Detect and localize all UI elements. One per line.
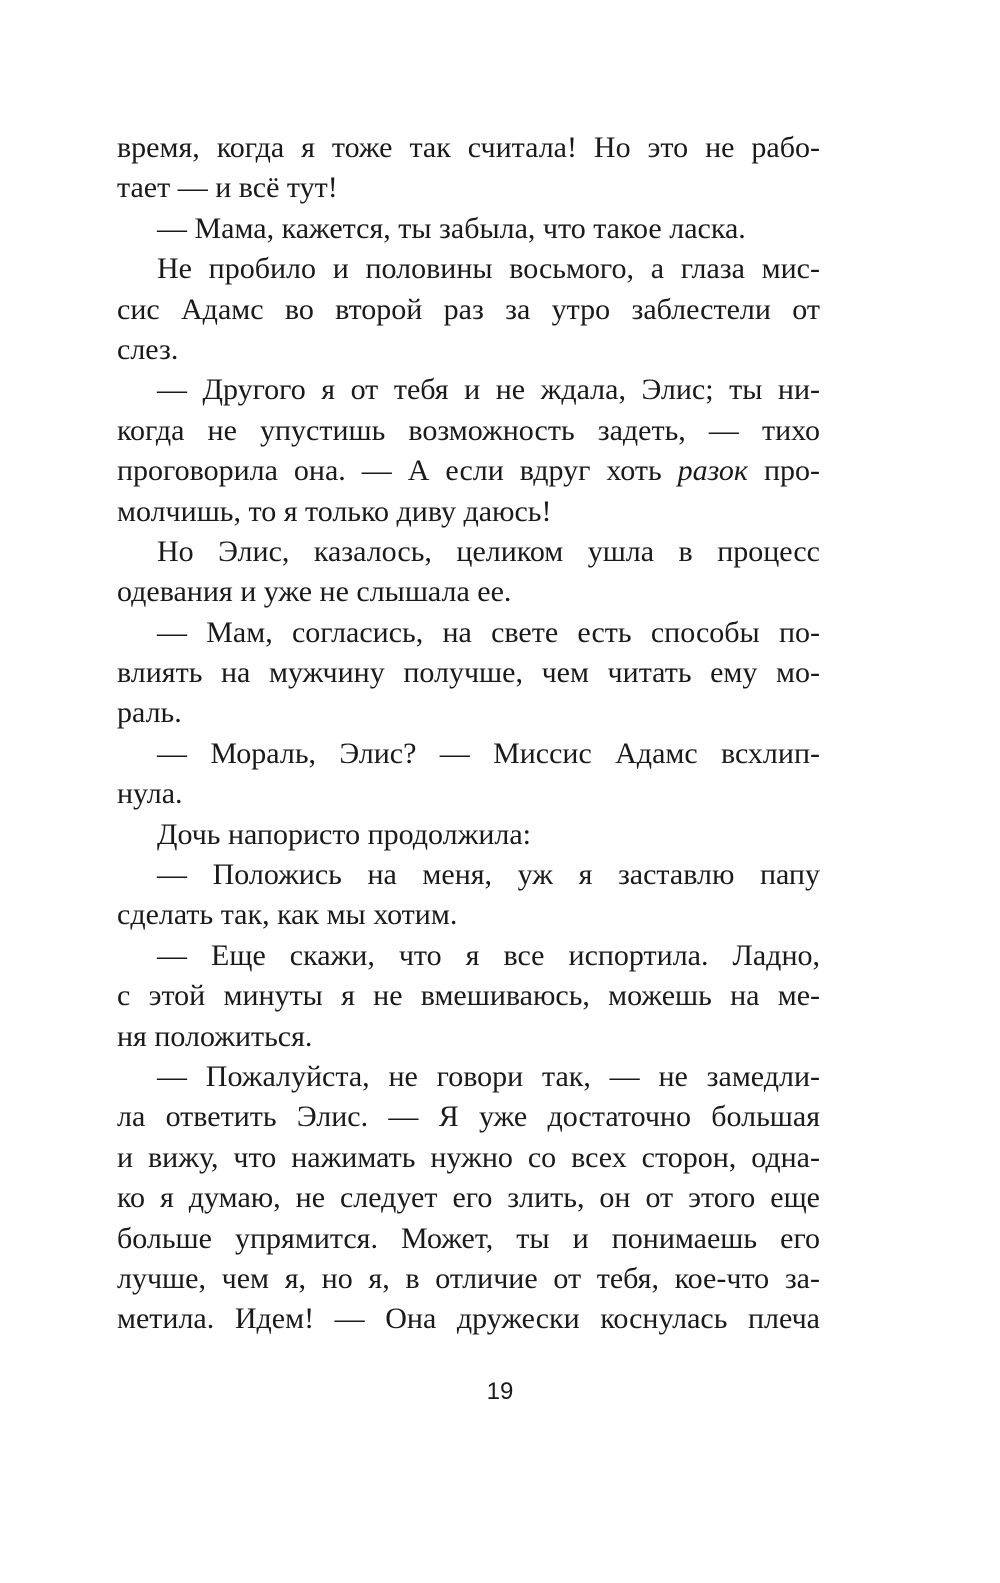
text-line: — Мама, кажется, ты забыла, что такое ласка. — [157, 211, 746, 245]
text-line: одевания и уже не слышала ее. — [117, 575, 512, 609]
text-line: Не пробило и половины восьмого, а глаза мис- — [157, 252, 820, 286]
text-line — [117, 451, 820, 491]
text-line: — Мам, согласись, на свете есть способы по- — [157, 615, 820, 649]
text-line: и вижу, что нажимать нужно со всех сторон, одна- — [117, 1140, 820, 1174]
text-line: слез. — [117, 332, 179, 366]
text-segment: проговорила она. — А если вдруг хоть — [117, 454, 678, 488]
text-line: когда не упустишь возможность задеть, — тихо — [117, 413, 820, 447]
text-line: Дочь напористо продолжила: — [157, 817, 532, 851]
text-line: нула. — [117, 777, 183, 811]
text-line: — Другого я от тебя и не ждала, Элис; ты ни- — [157, 373, 820, 407]
text-line: лучше, чем я, но я, в отличие от тебя, кое-что за- — [117, 1261, 820, 1295]
text-line: ла ответить Элис. — Я уже достаточно большая — [117, 1100, 820, 1134]
text-line: больше упрямится. Может, ты и понимаешь его — [117, 1221, 820, 1255]
text-line: — Еще скажи, что я все испортила. Ладно, — [157, 938, 820, 972]
page-number: 19 — [486, 1378, 514, 1405]
text-line: — Положись на меня, уж я заставлю папу — [157, 858, 820, 892]
text-line: молчишь, то я только диву даюсь! — [117, 494, 552, 528]
body-text — [117, 128, 820, 1340]
text-line: ня положиться. — [117, 1019, 313, 1053]
text-line: тает — и всё тут! — [117, 171, 338, 205]
text-line: ко я думаю, не следует его злить, он от этого еще — [117, 1181, 820, 1215]
text-line: сделать так, как мы хотим. — [117, 898, 458, 932]
text-line: с этой минуты я не вмешиваюсь, можешь на ме- — [117, 979, 820, 1013]
italic-word: разок — [677, 454, 748, 488]
text-segment: про- — [747, 454, 821, 488]
text-line: метила. Идем! — Она дружески коснулась плеча — [117, 1302, 820, 1336]
text-line: влиять на мужчину получше, чем читать ему мо- — [117, 656, 820, 690]
text-line: время, когда я тоже так считала! Но это не рабо- — [117, 131, 820, 164]
text-line: — Пожалуйста, не говори так, — не замедли- — [157, 1059, 820, 1093]
text-line: — Мораль, Элис? — Миссис Адамс всхлип- — [157, 736, 820, 770]
text-line: сис Адамс во второй раз за утро заблестели от — [117, 292, 820, 326]
text-line: Но Элис, казалось, целиком ушла в процесс — [157, 534, 820, 568]
text-line: раль. — [117, 696, 182, 730]
